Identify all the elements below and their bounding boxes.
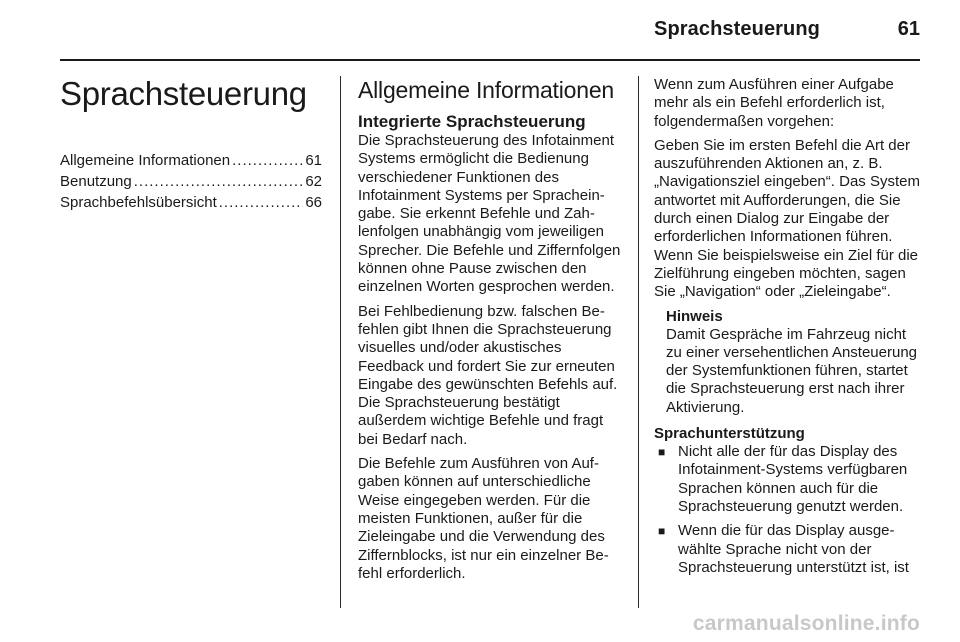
note-title: Hinweis xyxy=(666,307,723,325)
table-of-contents xyxy=(60,150,322,213)
language-support-heading: Sprachunterstützung xyxy=(654,425,805,443)
chapter-title: Sprachsteuerung xyxy=(60,75,307,112)
note-text: Damit Gespräche im Fahrzeug nicht zu einer versehentlichen Ansteuerung der Systemfunktionen führen, startet die Sprachsteuerung erst nach ihrer Aktivierung. xyxy=(666,325,918,416)
toc-entry-page: 66 xyxy=(305,194,322,211)
section-column xyxy=(358,76,622,589)
body-paragraph: Die Befehle zum Ausführen von Aufgaben können auf unterschiedliche Weise eingegeben werden. Für die meisten Funktionen, außer für die Zieleingabe und die Verwendung des Ziffernblocks, ist nur ein einzelner Befehl erforderlich. xyxy=(358,455,609,582)
body-paragraph: Wenn zum Ausführen einer Aufgabe mehr als ein Befehl erforderlich ist, folgendermaßen vorgehen: xyxy=(654,76,894,130)
list-item xyxy=(654,522,922,577)
watermark: carmanualsonline.info xyxy=(692,612,920,635)
note-box xyxy=(654,308,922,417)
list-item-text: Wenn die für das Display ausgewählte Sprache nicht von der Sprachsteuerung unterstützt ist, ist xyxy=(678,522,909,576)
subsection-title: Integrierte Sprachsteuerung xyxy=(358,112,586,131)
toc-leader xyxy=(232,150,303,171)
toc-entry[interactable] xyxy=(60,150,322,171)
column-divider xyxy=(638,76,639,608)
running-header-title: Sprachsteuerung xyxy=(654,18,820,40)
body-paragraph: Die Sprachsteuerung des Infotainment Systems ermöglicht die Bedienung verschiedener Funktionen des Infotainment Systems per Spracheingabe. Sie erkennt Befehle und Zahlenfolgen unabhängig vom jeweiligen Sprecher. Die Befehle und Ziffernfolgen können ohne Pause zwischen den einzelnen Worten gesprochen werden. xyxy=(358,132,621,296)
body-paragraph: Geben Sie im ersten Befehl die Art der auszuführenden Aktionen an, z. B. „Navigationsziel eingeben“. Das System antwortet mit Aufforderungen, die Sie durch einen Dialog zur Eingabe der erforderlichen Informationen führen. Wenn Sie beispielsweise ein Ziel für die Zielführung eingeben möchten, sagen Sie „Navigation“ oder „Zieleingabe“. xyxy=(654,136,920,301)
page-number: 61 xyxy=(897,18,920,40)
square-bullet-icon: ■ xyxy=(658,524,666,539)
toc-entry-page: 62 xyxy=(305,173,322,190)
square-bullet-icon: ■ xyxy=(658,445,666,460)
toc-entry-label: Sprachbefehlsübersicht xyxy=(60,194,217,211)
list-item xyxy=(654,443,922,516)
toc-leader xyxy=(134,171,304,192)
toc-entry-label: Benutzung xyxy=(60,173,132,190)
body-paragraph: Bei Fehlbedienung bzw. falschen Befehlen gibt Ihnen die Sprachsteuerung visuelles und/oder akustisches Feedback und fordert Sie zur erneuten Eingabe des gewünschten Befehls auf. Die Sprachsteuerung bestätigt außerdem wichtige Befehle und fragt bei Bedarf nach. xyxy=(358,302,618,448)
toc-leader xyxy=(219,192,304,213)
continued-column xyxy=(654,76,922,583)
section-title: Allgemeine Informationen xyxy=(358,77,615,103)
toc-entry[interactable] xyxy=(60,171,322,192)
toc-entry-label: Allgemeine Informationen xyxy=(60,152,231,169)
header-rule xyxy=(60,59,920,61)
list-item-text: Nicht alle der für das Display des Infotainment-Systems verfügbaren Sprachen können auch für die Sprachsteuerung genutzt werden. xyxy=(678,443,908,515)
column-divider xyxy=(340,76,341,608)
toc-entry[interactable] xyxy=(60,192,322,213)
toc-entry-page: 61 xyxy=(305,152,322,169)
chapter-column xyxy=(60,76,322,213)
